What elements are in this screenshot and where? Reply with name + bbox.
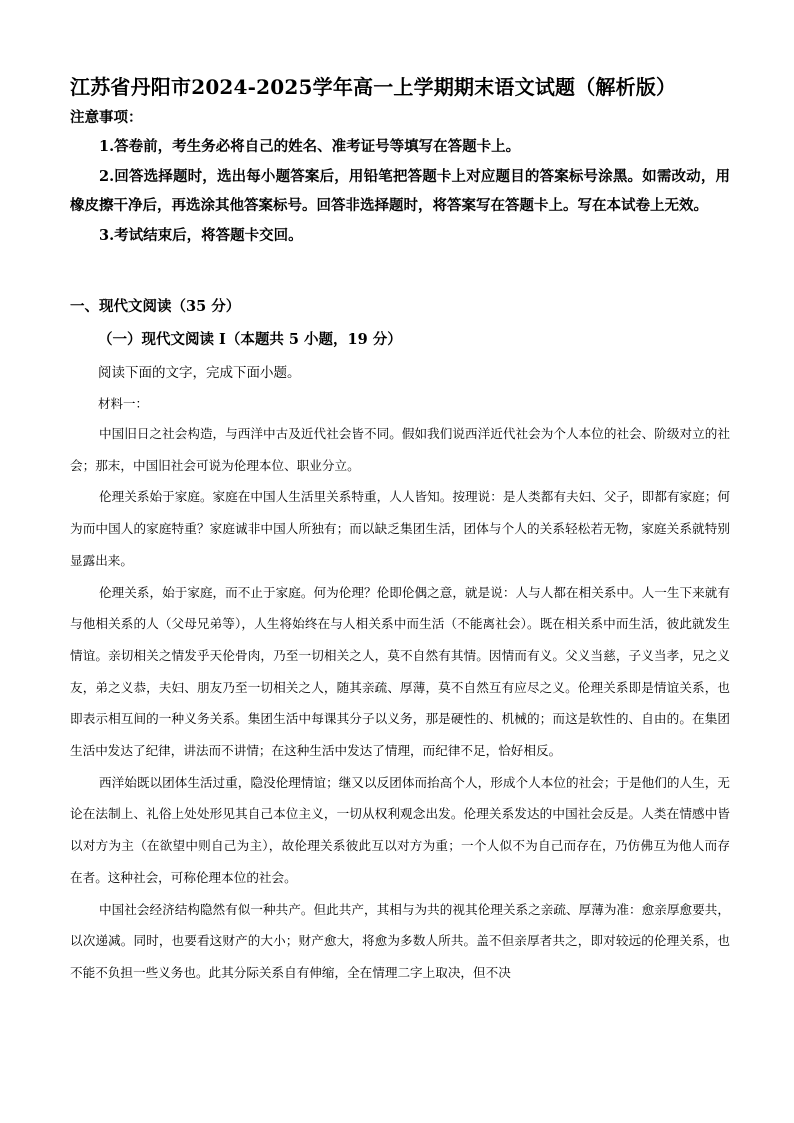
notice-item: 2.回答选择题时，选出每小题答案后，用铅笔把答题卡上对应题目的答案标号涂黑。如需改动，用橡皮擦干净后，再选涂其他答案标号。回答非选择题时，将答案写在答题卡上。写在本试卷上无效。 xyxy=(70,167,730,215)
notice-list xyxy=(70,132,730,251)
material-body xyxy=(70,418,730,989)
body-paragraph: 中国社会经济结构隐然有似一种共产。但此共产，其相与为共的视其伦理关系之亲疏、厚薄为准：愈亲厚愈要共，以次递减。同时，也要看这财产的大小；财产愈大，将愈为多数人所共。盖不但亲厚者共之，即对较远的伦理关系，也不能不负担一些义务也。此其分际关系自有伸缩，全在情理二字上取决，但不决 xyxy=(70,901,730,980)
body-paragraph: 中国旧日之社会构造，与西洋中古及近代社会皆不同。假如我们说西洋近代社会为个人本位的社会、阶级对立的社会；那末，中国旧社会可说为伦理本位、职业分立。 xyxy=(70,426,730,473)
section-subheading: （一）现代文阅读 I（本题共 5 小题，19 分） xyxy=(98,331,402,348)
body-paragraph: 伦理关系，始于家庭，而不止于家庭。何为伦理？伦即伦偶之意，就是说：人与人都在相关系中。人一生下来就有与他相关系的人（父母兄弟等），人生将始终在与人相关系中而生活（不能离社会）。既在相关系中而生活，彼此就发生情谊。亲切相关之情发乎天伦骨肉，乃至一切相关之人，莫不自然有其情。因情而有义。父义当慈，子义当孝，兄之义友，弟之义恭，夫妇、朋友乃至一切相关之人，随其亲疏、厚薄，莫不自然互有应尽之义。伦理关系即是情谊关系，也即表示相互间的一种义务关系。集团生活中每课其分子以义务，那是硬性的、机械的；而这是软性的、自由的。在集团生活中发达了纪律，讲法而不讲情；在这种生活中发达了情理，而纪律不足，恰好相反。 xyxy=(70,584,730,759)
notice-item: 1.答卷前，考生务必将自己的姓名、准考证号等填写在答题卡上。 xyxy=(99,138,521,155)
body-paragraph: 西洋始既以团体生活过重，隐没伦理情谊；继又以反团体而抬高个人，形成个人本位的社会；于是他们的人生，无论在法制上、礼俗上处处形见其自己本位主义，一切从权利观念出发。伦理关系发达的中国社会反是。人类在情感中皆以对方为主（在欲望中则自己为主），故伦理关系彼此互以对方为重；一个人似不为自己而存在，乃仿佛互为他人而存在者。这种社会，可称伦理本位的社会。 xyxy=(70,774,730,885)
material-label: 材料一： xyxy=(98,396,149,411)
section-heading: 一、现代文阅读（35 分） xyxy=(70,298,241,315)
reading-instruction: 阅读下面的文字，完成下面小题。 xyxy=(98,365,301,381)
notice-heading: 注意事项： xyxy=(70,109,143,126)
document-title: 江苏省丹阳市2024-2025学年高一上学期期末语文试题（解析版） xyxy=(70,75,677,99)
notice-item: 3.考试结束后，将答题卡交回。 xyxy=(99,227,303,245)
body-paragraph: 伦理关系始于家庭。家庭在中国人生活里关系特重，人人皆知。按理说：是人类都有夫妇、父子，即都有家庭；何为而中国人的家庭特重？家庭诚非中国人所独有；而以缺乏集团生活，团体与个人的关系轻松若无物，家庭关系就特别显露出来。 xyxy=(70,489,730,568)
